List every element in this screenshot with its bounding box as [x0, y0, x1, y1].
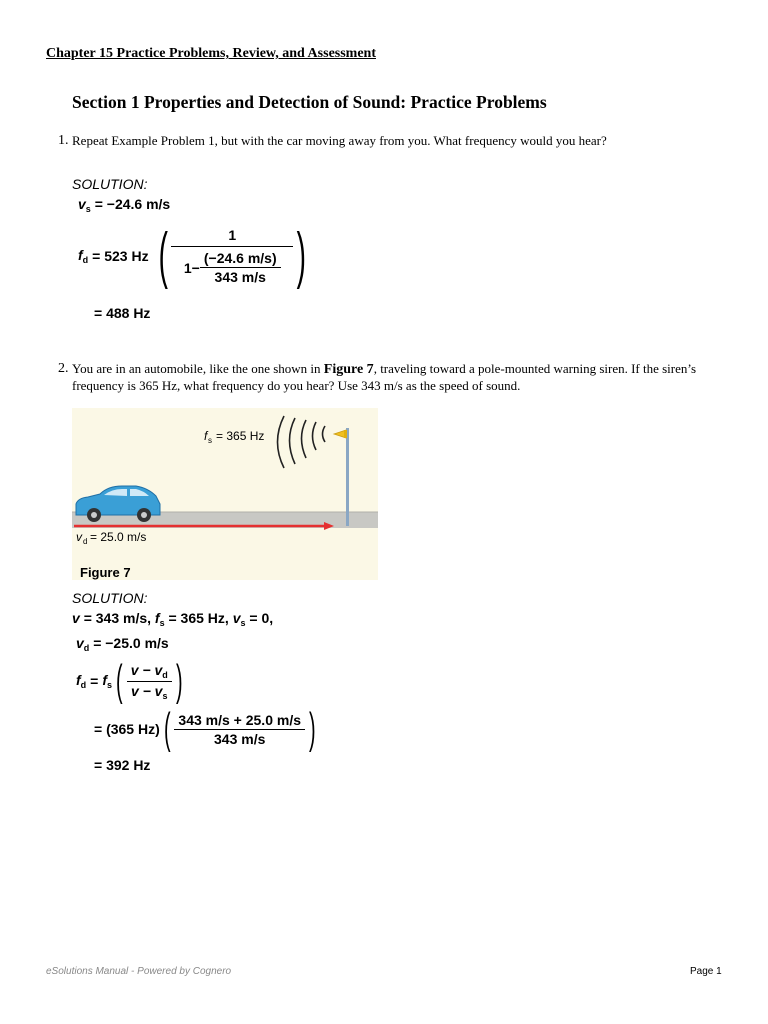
q2-substitution: = (365 Hz) ( $\frac{343 m/s + 25.0 m/s}{343 m/s}$ ) [94, 704, 316, 753]
q2-formula-fraction: $\frac{v - v_d}{v - v_s}$ [127, 662, 172, 701]
q1-solution-label: SOLUTION: [72, 176, 148, 192]
q2-given-line-1: v = 343 m/s, $f_s = 365$ Hz, $v_s = 0$, [72, 610, 274, 628]
figure-caption: Figure 7 [80, 565, 131, 580]
footer-page-number: Page 1 [690, 966, 722, 977]
q1-inner-fraction [200, 250, 281, 285]
q1-vs-value: = −24.6 m/s [94, 196, 171, 212]
q2-solution-label: SOLUTION: [72, 590, 148, 606]
question-2-number: 2. [58, 361, 69, 376]
q2-given-line-2: $v_d = -25.0$ m/s [76, 635, 169, 653]
chapter-title: Chapter 15 Practice Problems, Review, and Assessment [46, 46, 376, 61]
vd-label: = 25.0 m/s [90, 530, 147, 544]
q1-one-minus: 1− [183, 259, 200, 276]
q2-text-after: , traveling toward a pole-mounted warning siren. If the siren’s frequency is 365 Hz, what frequency do you hear? Use 343 m/s as the speed of sound. [72, 361, 697, 393]
section-title: Section 1 Properties and Detection of Sound: Practice Problems [72, 92, 547, 112]
question-2-text [72, 361, 702, 394]
q2-step-prefix: = (365 Hz) [94, 721, 160, 737]
q1-result: = 488 Hz [94, 305, 151, 321]
question-1-text: Repeat Example Problem 1, but with the car moving away from you. What frequency would you hear? [72, 133, 607, 148]
q1-outer-fraction [171, 227, 293, 285]
q1-vs-line: $v_s = -24.6$ m/s [78, 196, 171, 214]
svg-text:s: s [208, 436, 212, 445]
q2-result: = 392 Hz [94, 757, 151, 773]
q2-step-denominator: 343 m/s [214, 730, 266, 747]
figure-7-illustration [72, 408, 378, 580]
q1-outer-numerator: 1 [171, 227, 293, 247]
q1-inner-denominator: 343 m/s [214, 269, 266, 285]
siren-pole [346, 428, 349, 526]
figure-7 [72, 408, 378, 580]
footer-publisher: eSolutions Manual - Powered by Cognero [46, 966, 232, 977]
q2-figure-ref: Figure 7 [323, 362, 374, 377]
vd-symbol: v [76, 530, 82, 544]
q2-step-fraction [174, 712, 305, 747]
q2-text-before: You are in an automobile, like the one shown in [72, 361, 324, 376]
q1-fd-value: = 523 Hz [92, 248, 149, 264]
q2-formula-denominator: v − v [130, 682, 163, 699]
q2-formula-numerator: v − v [130, 661, 163, 678]
svg-text:d: d [83, 537, 88, 546]
fs-symbol: f [204, 429, 208, 443]
q1-inner-numerator: (−24.6 m/s) [200, 250, 281, 268]
q2-formula: $f_d$ = $f_s$ ( $\frac{v - v_d}{v - v_s}$ ) [76, 656, 183, 705]
fs-label: = 365 Hz [216, 429, 265, 443]
q2-step-numerator: 343 m/s + 25.0 m/s [174, 712, 305, 730]
question-1-number: 1. [58, 133, 69, 148]
q1-fd-equation: $f_d$ = 523 Hz ( 1 1− $\frac{(-24.6 m/s)}{343 m/s}$ ) [78, 221, 307, 290]
